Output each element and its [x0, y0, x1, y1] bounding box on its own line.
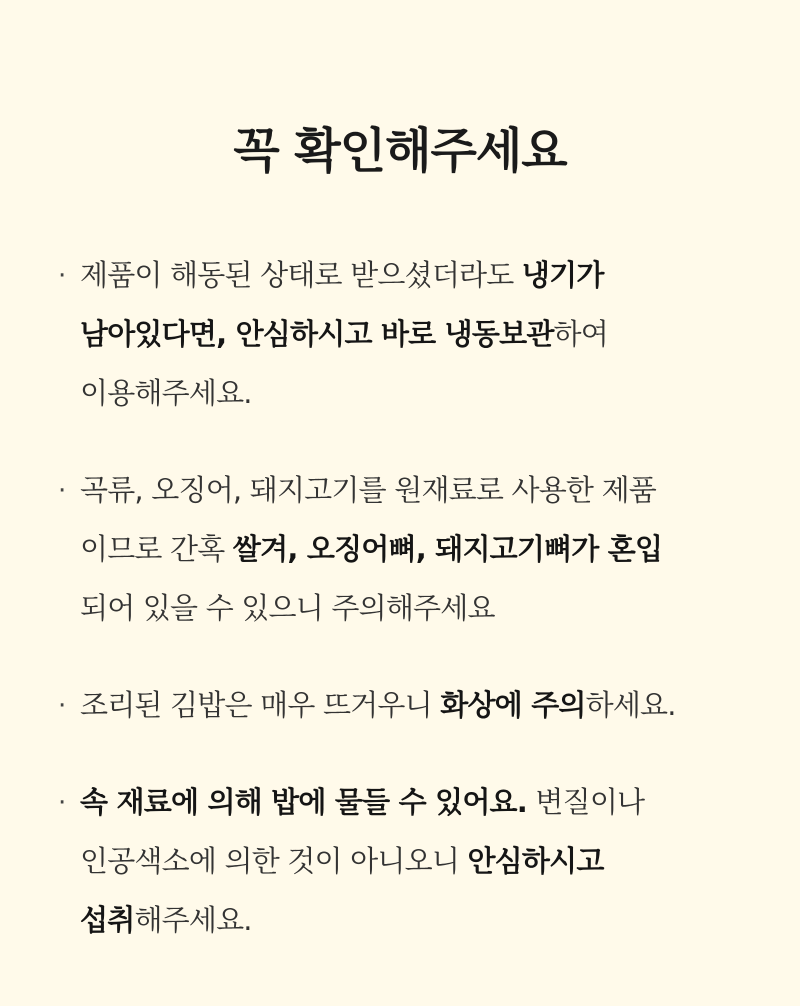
notice-line — [80, 891, 772, 950]
notice-line — [80, 773, 772, 832]
notice-emphasis: 화상에 주의 — [440, 688, 586, 722]
notice-text: 변질이나 — [527, 785, 645, 819]
notice-text: 하여 — [553, 317, 608, 351]
page-title: 꼭 확인해주세요 — [233, 123, 567, 179]
notice-emphasis: 안심하시고 — [467, 844, 604, 878]
notice-emphasis: 냉기가 — [521, 258, 604, 292]
bullet-dot-icon: · — [58, 261, 67, 291]
notice-emphasis: 쌀겨, 오징어뼈, 돼지고기뼈가 혼입 — [232, 532, 663, 566]
notice-line — [80, 676, 772, 735]
notice-line — [80, 579, 772, 638]
notice-text: 인공색소에 의한 것이 아니오니 — [80, 844, 468, 878]
notice-line — [80, 520, 772, 579]
notice-line — [80, 461, 772, 520]
bullet-dot-icon: · — [58, 476, 67, 506]
notice-item-4 — [52, 773, 772, 950]
bullet-dot-icon: · — [58, 788, 67, 818]
notice-emphasis: 속 재료에 의해 밥에 물들 수 있어요. — [80, 785, 527, 819]
notice-text: 이므로 간혹 — [80, 532, 233, 566]
notice-text: 하세요. — [585, 688, 676, 722]
notice-emphasis: 섭취 — [80, 903, 135, 937]
notice-line — [80, 305, 772, 364]
notice-text: 해주세요. — [134, 903, 252, 937]
notice-line — [80, 832, 772, 891]
notice-line — [80, 364, 772, 423]
notice-line — [80, 246, 772, 305]
notice-text: 조리된 김밥은 매우 뜨거우니 — [80, 688, 441, 722]
notice-item-3 — [52, 676, 772, 735]
notice-item-1 — [52, 246, 772, 423]
notice-item-2 — [52, 461, 772, 638]
notice-list — [52, 246, 772, 988]
notice-emphasis: 남아있다면, 안심하시고 바로 냉동보관 — [80, 317, 554, 351]
bullet-dot-icon: · — [58, 691, 67, 721]
notice-text: 되어 있을 수 있으니 주의해주세요 — [80, 591, 495, 625]
notice-text: 제품이 해동된 상태로 받으셨더라도 — [80, 258, 522, 292]
notice-text: 곡류, 오징어, 돼지고기를 원재료로 사용한 제품 — [80, 473, 656, 507]
notice-text: 이용해주세요. — [80, 376, 252, 410]
